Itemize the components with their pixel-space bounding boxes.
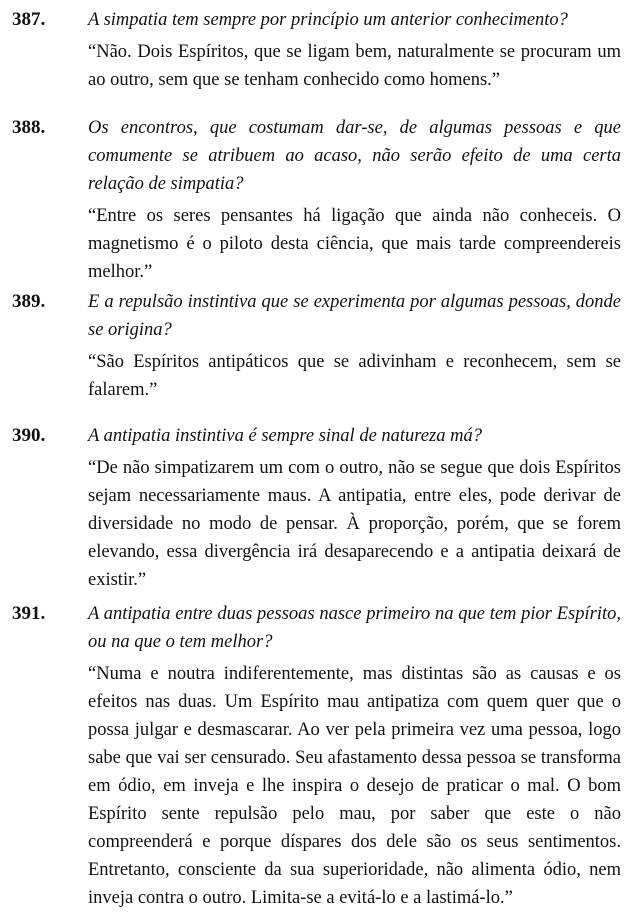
entry-387 [12, 6, 621, 94]
question-text: Os encontros, que costumam dar-se, de algumas pessoas e que comumente se atribuem ao acaso, não serão efeito de uma certa relação de simpatia? [88, 118, 621, 194]
question-number: 390. [12, 425, 46, 446]
entry-391 [12, 600, 621, 912]
answer-text: “Numa e noutra indiferentemente, mas distintas são as causas e os efeitos nas duas. Um Espírito mau antipatiza com quem quer que o possa julgar e desmascarar. Ao ver pela primeira vez uma pessoa, logo sabe que vai ser censurado. Seu afastamento dessa pessoa se transforma em ódio, em inveja e lhe inspira o desejo de praticar o mal. O bom Espírito sente repulsão pelo mau, por saber que este o não compreenderá e porque díspares dos dele são os seus sentimentos. Entretanto, consciente da sua superioridade, não alimenta ódio, nem inveja contra o outro. Limita-se a evitá-lo e a lastimá-lo.” [88, 664, 621, 908]
entry-body [88, 422, 621, 594]
answer-text: “São Espíritos antipáticos que se adivinham e reconhecem, sem se falarem.” [88, 352, 621, 400]
answer-text: “De não simpatizarem um com o outro, não se segue que dois Espíritos sejam necessariamente maus. A antipatia, entre eles, pode derivar de diversidade no modo de pensar. À proporção, porém, que se forem elevando, essa divergência irá desaparecendo e a antipatia deixará de existir.” [88, 458, 621, 590]
question-number: 389. [12, 291, 46, 312]
question-text: A antipatia instintiva é sempre sinal de natureza má? [88, 426, 482, 446]
entry-body [88, 114, 621, 286]
entry-388 [12, 114, 621, 286]
question-number: 388. [12, 117, 46, 138]
question-number: 387. [12, 9, 46, 30]
entry-body [88, 600, 621, 912]
entry-body [88, 6, 621, 94]
question-text: A simpatia tem sempre por princípio um anterior conhecimento? [88, 10, 568, 30]
entry-body [88, 288, 621, 404]
question-number: 391. [12, 603, 46, 624]
entry-389 [12, 288, 621, 404]
answer-text: “Não. Dois Espíritos, que se ligam bem, naturalmente se procuram um ao outro, sem que se tenham conhecido como homens.” [88, 42, 621, 90]
question-text: A antipatia entre duas pessoas nasce primeiro na que tem pior Espírito, ou na que o tem melhor? [88, 604, 621, 652]
answer-text: “Entre os seres pensantes há ligação que ainda não conheceis. O magnetismo é o piloto desta ciência, que mais tarde compreendereis melhor.” [88, 206, 621, 282]
question-text: E a repulsão instintiva que se experimenta por algumas pessoas, donde se origina? [88, 292, 621, 340]
entry-390 [12, 422, 621, 594]
